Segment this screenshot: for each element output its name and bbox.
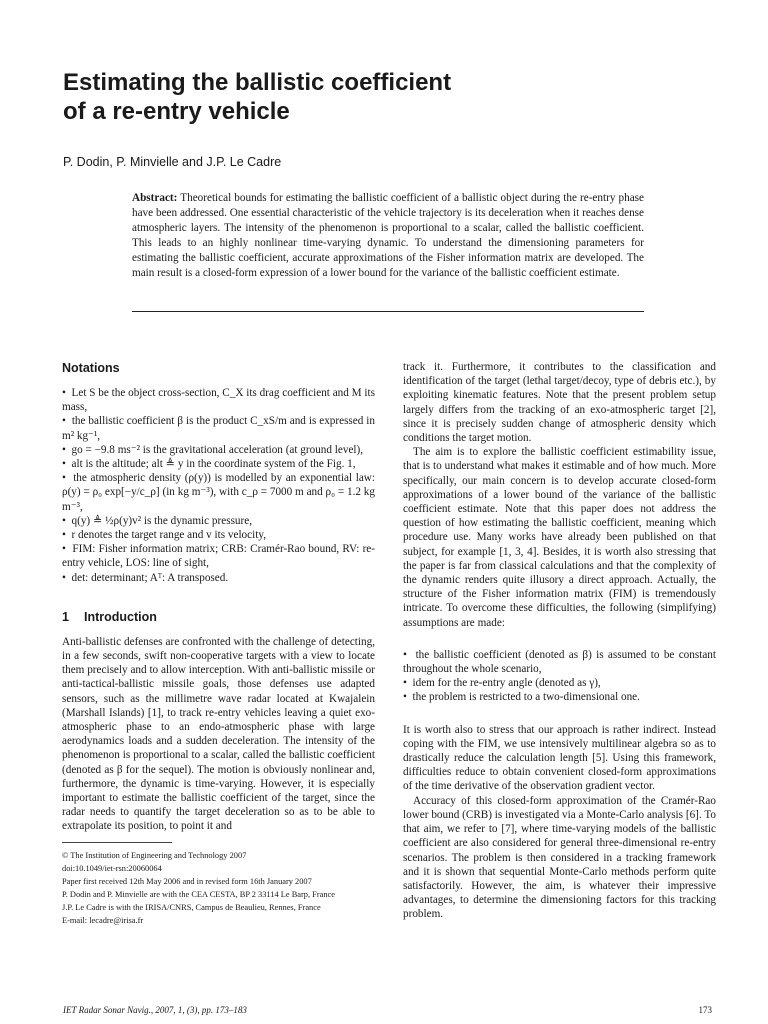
notations-heading: Notations — [62, 361, 120, 375]
footnotes — [62, 849, 375, 927]
body-paragraph: Accuracy of this closed-form approximation of the Cramér-Rao lower bound (CRB) is investigated via a Monte-Carlo analysis [6]. To that aim, we refer to [7], where time-varying models of the ballistic coefficient are also considered for general three-dimensional re-entry scenarios. The problem is then considered in a tracking framework and it is shown that sequential Monte-Carlo methods perform quite satisfactorily. However, the aim, is whatever their impressive advantages, to determine the dimensioning factors for this tracking problem. — [403, 794, 716, 921]
title-line-2: of a re-entry vehicle — [63, 98, 290, 125]
intro-paragraph: Anti-ballistic defenses are confronted with the challenge of detecting, in a few seconds, swift non-cooperative targets with a view to locate them precisely and to allow interception. With anti-ballistic missile or anti-tactical-ballistic missile goals, those defenses use adapted sensors, such as the millimetre wave radar located at Kwajalein (Marshall Islands) [1], to track re-entry vehicles leaving a quiet exo-atmospheric phase to an endo-atmospheric phase with large aerodynamics loads and a sudden deceleration. The intensity of the phenomenon is proportional to a scalar, called the ballistic coefficient (denoted as β for the sequel). The motion is obviously nonlinear and, furthermore, the dynamic is time-varying. However, it is especially important to estimate the ballistic coefficient of the target, since the radar needs to quantify the target deceleration so as to be able to extrapolate its position, to point it and — [62, 635, 375, 833]
assumption-item: • the problem is restricted to a two-dimensional one. — [403, 690, 716, 704]
notation-item: • the ballistic coefficient β is the product C_xS/m and is expressed in m² kg⁻¹, — [62, 414, 375, 442]
title-line-1: Estimating the ballistic coefficient — [63, 69, 452, 96]
notation-item: • r denotes the target range and v its velocity, — [62, 528, 375, 542]
notation-item: • q(y) ≜ ½ρ(y)v² is the dynamic pressure, — [62, 514, 375, 528]
section-number: 1 — [62, 609, 69, 624]
notation-item: • the atmospheric density (ρ(y)) is modelled by an exponential law: ρ(y) = ρ₀ exp[−y/c_ρ] (in kg m⁻³), with c_ρ = 7000 m and ρ₀ = 1.2 kg m⁻³, — [62, 471, 375, 514]
footnote-divider — [62, 842, 172, 843]
notation-item: • go = −9.8 ms⁻² is the gravitational acceleration (at ground level), — [62, 443, 375, 457]
abstract-text: Theoretical bounds for estimating the ballistic coefficient of a ballistic object during the re-entry phase have been addressed. One essential characteristic of the vehicle trajectory is its deceleration when it reaches dense atmospheric layers. The intensity of the phenomenon is proportional to a scalar, called the ballistic coefficient. This leads to an highly nonlinear time-varying dynamic. To understand the dimensioning parameters for estimating the ballistic coefficient, accurate approximations of the Fisher information matrix are developed. The main result is a closed-form expression of a lower bound for the variance of the ballistic coefficient estimate. — [132, 192, 644, 279]
author-list: P. Dodin, P. Minvielle and J.P. Le Cadre — [63, 155, 282, 169]
email-note: E-mail: lecadre@irisa.fr — [62, 915, 144, 925]
notation-item: • det: determinant; Aᵀ: A transposed. — [62, 571, 375, 585]
paper-title — [63, 68, 451, 126]
abstract — [132, 191, 644, 281]
section-title: Introduction — [84, 609, 157, 624]
doi-note: doi:10.1049/iet-rsn:20060064 — [62, 863, 162, 873]
notations-list — [62, 386, 375, 585]
page-number: 173 — [698, 1005, 712, 1015]
assumptions-list — [403, 648, 716, 705]
affiliation-note: P. Dodin and P. Minvielle are with the CEA CESTA, BP 2 33114 Le Barp, France — [62, 889, 335, 899]
body-paragraph: The aim is to explore the ballistic coefficient estimability issue, that is to understand what makes it estimable and of how much. More specifically, our main concern is to develop accurate closed-form approximations of a lower bound of the variance of the ballistic coefficient estimate. Note that this paper does not address the question of how estimating the ballistic coefficient, meaning which procedure use. Many works have already been published on that subject, for example [1, 3, 4]. Besides, it is worth also stressing that the paper is far from classical calculations and that the complexity of the dynamic renders quite illusory a direct approach. Actually, the structure of the Fisher information matrix (FIM) is tremendously intricate. To overcome these difficulties, the following (simplifying) assumptions are made: — [403, 446, 716, 629]
body-paragraph: track it. Furthermore, it contributes to the classification and identification of the target (lethal target/decoy, type of debris etc.), by exploiting kinematic features. Note that the present problem setup largely differs from the tracking of an exo-atmospheric target [2], since it is precisely sudden change of atmospheric density which conditions the target motion. — [403, 361, 716, 445]
body-paragraph: It is worth also to stress that our approach is rather indirect. Instead coping with the FIM, we use intensively multilinear algebra so as to drastically reduce the calculation length [5]. Using this framework, difficulties reduce to obtain convenient closed-form approximations of the time derivative of the observation gradient vector. — [403, 723, 716, 793]
notation-item: • Let S be the object cross-section, C_X its drag coefficient and M its mass, — [62, 386, 375, 414]
affiliation-note: J.P. Le Cadre is with the IRISA/CNRS, Campus de Beaulieu, Rennes, France — [62, 902, 321, 912]
journal-citation: IET Radar Sonar Navig., 2007, 1, (3), pp. 173–183 — [63, 1005, 247, 1015]
received-note: Paper first received 12th May 2006 and in revised form 16th January 2007 — [62, 876, 312, 886]
copyright-note: © The Institution of Engineering and Technology 2007 — [62, 850, 247, 860]
notation-item: • FIM: Fisher information matrix; CRB: Cramér-Rao bound, RV: re-entry vehicle, LOS: line of sight, — [62, 542, 375, 570]
assumption-item: • idem for the re-entry angle (denoted as γ), — [403, 676, 716, 690]
notation-item: • alt is the altitude; alt ≜ y in the coordinate system of the Fig. 1, — [62, 457, 375, 471]
abstract-divider — [132, 311, 644, 312]
abstract-label: Abstract: — [132, 192, 178, 204]
right-column — [403, 360, 716, 922]
left-column — [62, 360, 375, 927]
assumption-item: • the ballistic coefficient (denoted as β) is assumed to be constant throughout the whole scenario, — [403, 648, 716, 676]
introduction-heading — [62, 609, 375, 625]
